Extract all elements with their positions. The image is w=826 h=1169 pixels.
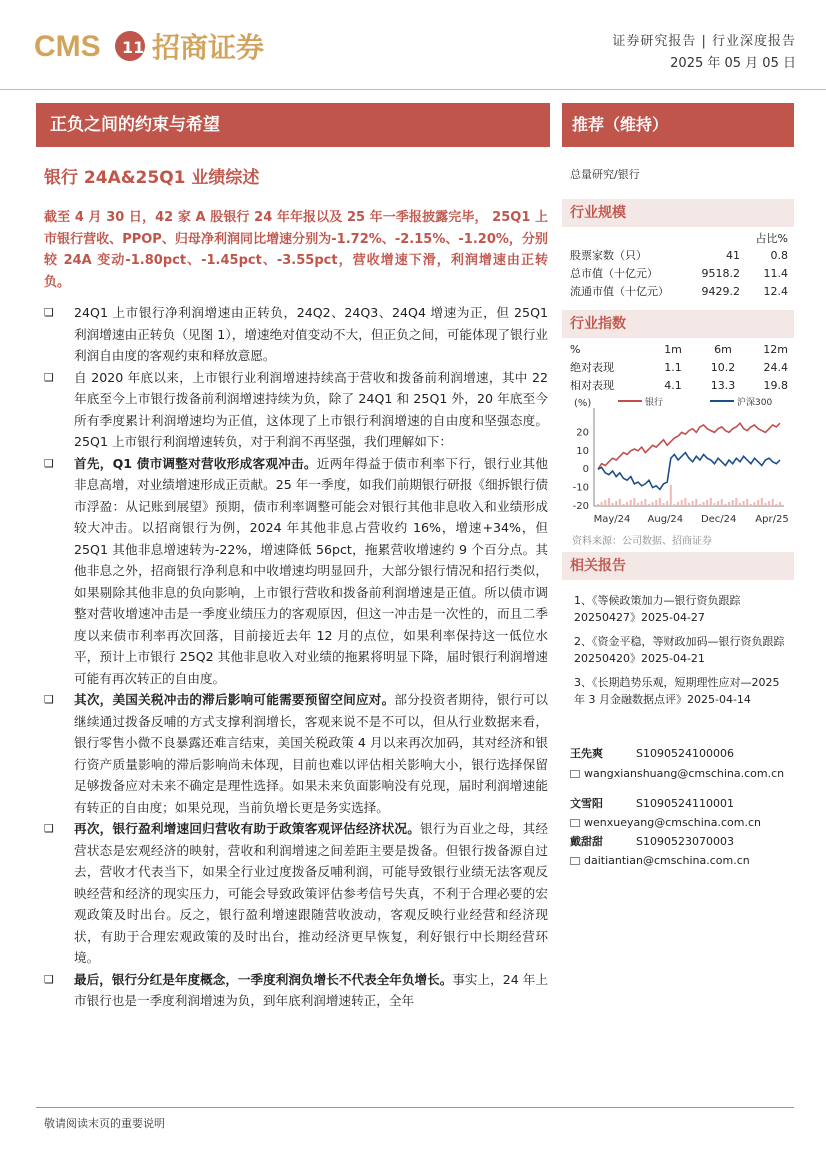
- volume-bar: [775, 504, 777, 506]
- volume-bar: [677, 502, 679, 506]
- index-chart: [562, 394, 794, 528]
- checkbox-bullet-icon: ❑: [44, 456, 54, 470]
- cms-logo: [34, 22, 284, 70]
- table-row: 流通市值（十亿元） 9429.2 12.4: [570, 284, 788, 298]
- checkbox-bullet-icon: ❑: [44, 370, 54, 384]
- header-divider: [0, 89, 826, 90]
- bullet-list: [44, 302, 548, 1012]
- volume-bar: [684, 498, 686, 506]
- analyst-email[interactable]: wenxueyang@cmschina.com.cn: [584, 816, 761, 829]
- legend-label: 沪深300: [737, 398, 773, 408]
- table-row: 总市值（十亿元） 9518.2 11.4: [570, 266, 788, 280]
- x-tick-label: Apr/25: [755, 514, 789, 525]
- volume-bar: [615, 501, 617, 506]
- volume-bar: [688, 503, 690, 506]
- volume-bar: [750, 504, 752, 506]
- volume-bar: [761, 498, 763, 506]
- volume-bar: [743, 501, 745, 506]
- footer-note: 敬请阅读末页的重要说明: [44, 1117, 165, 1130]
- analyst-2: 文雪阳 S1090524110001 wenxueyang@cmschina.com.cn: [570, 797, 761, 829]
- analyst-email[interactable]: wangxianshuang@cmschina.com.cn: [584, 767, 785, 780]
- volume-bar: [622, 504, 624, 506]
- volume-bar: [648, 504, 650, 506]
- volume-bar: [710, 498, 712, 506]
- y-tick-label: -10: [572, 482, 589, 494]
- table-row: 相对表现 4.1 13.3 19.8: [570, 378, 788, 392]
- svg-text:111: 111: [122, 38, 156, 57]
- volume-bar: [604, 500, 606, 506]
- research-category: 总量研究/银行: [570, 168, 640, 181]
- chart-source: 资料来源：公司数据、招商证券: [572, 536, 712, 547]
- volume-bar: [670, 485, 672, 506]
- volume-bar: [703, 502, 705, 506]
- volume-bar: [699, 504, 701, 506]
- volume-bar: [706, 500, 708, 506]
- summary-paragraph: 截至 4 月 30 日，42 家 A 股银行 24 年年报以及 25 年一季报披露完毕， 25Q1 上市银行营收、PPOP、归母净利润同比增速分别为-1.72%、-2.15%、-1.20%，分别较 24A 变动-1.80pct、-1.45pct、-3.55pct，营收增速下滑，利润增速由正转负。: [44, 210, 548, 290]
- volume-bar: [757, 500, 759, 506]
- logo-cn: 招商证券: [152, 31, 265, 64]
- volume-bar: [619, 499, 621, 506]
- volume-bar: [754, 502, 756, 506]
- industry-index-table: [570, 340, 788, 394]
- volume-bar: [772, 499, 774, 506]
- industry-scale-table: [570, 230, 788, 300]
- bullet-item: ❑ 首先，Q1 债市调整对营收形成客观冲击。近两年得益于债市利率下行，银行业其他非息高增，对业绩增速形成正贡献。25 年一季度，如我们前期银行研报《细拆银行债市浮盈：从记账到展望》预期，债市利率调整可能会对银行其他非息收入和业绩形成较大冲击。以招商银行为例，2024 年其他非息占营收约 16%，增速+34%，但 25Q1 其他非息增速转为-22%，增速降低 56pct，拖累营收增速约 9 个百分点。其他非息之外，招商银行净利息和中收增速均明显回升，大部分银行情况和招行类似，如果剔除其他非息的负向影响，上市银行营收和拨备前利润增速是正值。所以债市调整对营收增速冲击是一季度业绩压力的客观原因，但这一冲击是一次性的，而且二季度以来债市利率再次回落，目前接近去年 12 月的点位，如果利率保持这一低位水平，预计上市银行 25Q2 其他非息收入对业绩的拖累将明显下降，届时银行利润增速可能有再次转正的自由度。: [44, 453, 548, 690]
- volume-bar: [601, 502, 603, 506]
- bullet-item: ❑ 最后，银行分红是年度概念，一季度利润负增长不代表全年负增长。事实上，24 年上市银行也是一季度利润增速为负，到年底利润增速转正，全年: [44, 969, 548, 1012]
- volume-bar: [633, 498, 635, 506]
- volume-bar: [732, 500, 734, 506]
- x-tick-label: May/24: [593, 514, 631, 525]
- title-banner: 正负之间的约束与希望: [36, 103, 550, 147]
- volume-bar: [695, 499, 697, 506]
- y-tick-label: 20: [576, 427, 589, 439]
- y-tick-label: 10: [576, 445, 589, 457]
- y-tick-label: -20: [572, 501, 589, 512]
- report-type: 证券研究报告 | 行业深度报告: [612, 34, 796, 49]
- scale-pct-header: 占比%: [755, 232, 788, 245]
- x-tick-label: Dec/24: [700, 514, 737, 525]
- volume-bar: [652, 502, 654, 506]
- volume-bar: [764, 503, 766, 506]
- footer-divider: [36, 1107, 794, 1108]
- volume-bar: [641, 501, 643, 506]
- related-reports-list: [574, 592, 788, 715]
- mail-icon: [570, 819, 580, 827]
- volume-bar: [692, 501, 694, 506]
- volume-bar: [779, 502, 781, 506]
- report-link[interactable]: 2、《资金平稳，等财政加码—银行资负跟踪 20250420》2025-04-21: [574, 635, 785, 665]
- volume-bar: [630, 500, 632, 506]
- analyst-3: 戴甜甜 S1090523070003 daitiantian@cmschina.com.cn: [570, 835, 750, 867]
- report-subtitle: 银行 24A&25Q1 业绩综述: [44, 168, 260, 188]
- bullet-item: ❑ 自 2020 年底以来，上市银行业利润增速持续高于营收和拨备前利润增速，其中 22 年底至今上市银行拨备前利润增速持续为负，除了 24Q1 和 25Q1 外，20 年底至今所有季度累计利润增速均为正值，这体现了上市银行利润增速的自由度和坚强态度。25Q1 上市银行利润增速转负，对于利润不再坚强，我们理解如下：: [44, 367, 548, 453]
- volume-bar: [673, 504, 675, 506]
- report-link[interactable]: 3、《长期趋势乐观，短期理性应对—2025 年 3 月金融数据点评》2025-04-14: [574, 676, 780, 706]
- industry-scale-heading: 行业规模: [562, 199, 794, 227]
- y-axis-label: (%): [574, 398, 592, 409]
- volume-bar: [637, 503, 639, 506]
- volume-bar: [724, 504, 726, 506]
- table-row: % 1m 6m 12m: [570, 342, 788, 356]
- logo-latin: CMS: [34, 30, 101, 63]
- series-line: [598, 453, 780, 490]
- rating-banner: 推荐（维持）: [562, 103, 794, 147]
- volume-bar: [681, 500, 683, 506]
- checkbox-bullet-icon: ❑: [44, 306, 54, 319]
- checkbox-bullet-icon: ❑: [44, 972, 54, 986]
- checkbox-bullet-icon: ❑: [44, 693, 54, 706]
- volume-bar: [746, 499, 748, 506]
- logo-graphic: [34, 22, 284, 70]
- report-date: 2025 年 05 月 05 日: [670, 56, 796, 71]
- checkbox-bullet-icon: ❑: [44, 822, 54, 835]
- volume-bar: [739, 503, 741, 506]
- volume-bar: [655, 500, 657, 506]
- y-tick-label: 0: [582, 464, 589, 476]
- bullet-item: ❑ 其次，美国关税冲击的滞后影响可能需要预留空间应对。部分投资者期待，银行可以继续通过拨备反哺的方式支撑利润增长，客观来说不是不可以，但从行业数据来看，银行零售小微不良暴露还难言结束，美国关税政策 4 月以来再次加码，其对经济和银行资产质量影响的滞后影响尚未体现，目前也难以评估相关影响大小，银行选择保留足够拨备应对未来不确定是理性选择。如果未来负面影响没有兑现，届时利润增速能有转正的自由度；如果兑现，当前负增长更是务实选择。: [44, 689, 548, 818]
- volume-bar: [608, 498, 610, 506]
- table-row: 股票家数（只） 41 0.8: [570, 248, 788, 262]
- analyst-1: 王先爽 S1090524100006 wangxianshuang@cmschina.com.cn: [570, 747, 785, 780]
- volume-bar: [659, 498, 661, 506]
- table-row: 绝对表现 1.1 10.2 24.4: [570, 360, 788, 374]
- related-reports-heading: 相关报告: [562, 552, 794, 580]
- volume-bar: [626, 502, 628, 506]
- volume-bar: [721, 499, 723, 506]
- industry-index-heading: 行业指数: [562, 310, 794, 338]
- volume-bar: [768, 501, 770, 506]
- volume-bar: [713, 503, 715, 506]
- volume-bar: [612, 503, 614, 506]
- analyst-email[interactable]: daitiantian@cmschina.com.cn: [584, 854, 750, 867]
- volume-bar: [735, 498, 737, 506]
- volume-bar: [666, 501, 668, 506]
- mail-icon: [570, 770, 580, 778]
- bullet-item: ❑ 再次，银行盈利增速回归营收有助于政策客观评估经济状况。银行为百业之母，其经营状态是宏观经济的映射，营收和利润增速之间差距主要是拨备。但银行拨备源自过去，营收才代表当下，如果全行业过度拨备反哺利润，可能导致银行业绩无法客观反映经营和经济的现实压力，可能会导致政策评估参考信号失真，不利于合理必要的宏观政策及时出台。反之，银行盈利增速跟随营收波动，客观反映行业经营和经济现状，有助于合理宏观政策的及时出台，推动经济更早恢复，利好银行中长期经营环境。: [44, 818, 548, 969]
- volume-bar: [663, 503, 665, 506]
- volume-bar: [597, 504, 599, 506]
- volume-bar: [717, 501, 719, 506]
- volume-bar: [644, 499, 646, 506]
- report-link[interactable]: 1、《等候政策加力—银行资负跟踪 20250427》2025-04-27: [574, 594, 741, 624]
- legend-label: 银行: [645, 398, 664, 408]
- bullet-item: ❑ 24Q1 上市银行净利润增速由正转负，24Q2、24Q3、24Q4 增速为正，但 25Q1 利润增速由正转负（见图 1），增速绝对值变动不大，但正负之间，可能体现了银行业利润自由度的客观约束和释放意愿。: [44, 302, 548, 367]
- mail-icon: [570, 857, 580, 865]
- volume-bar: [728, 502, 730, 506]
- x-tick-label: Aug/24: [647, 514, 684, 525]
